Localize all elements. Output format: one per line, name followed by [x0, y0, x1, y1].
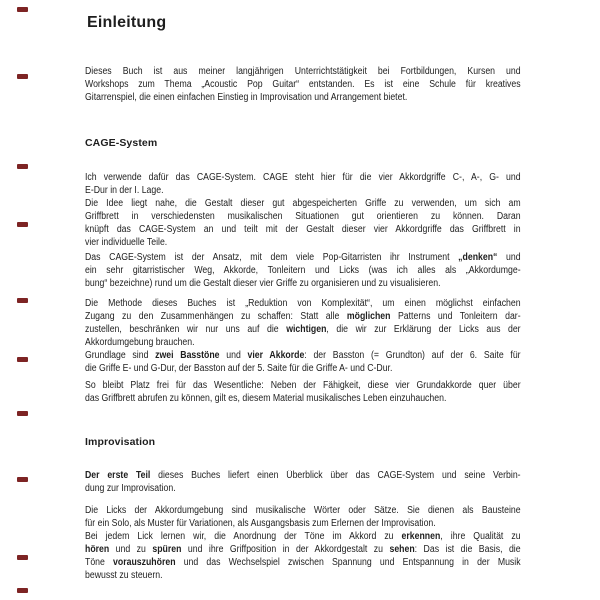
scan-edge-mark — [17, 74, 28, 79]
text: Töne — [85, 557, 114, 568]
paragraph-cage-approach — [85, 251, 521, 290]
section-heading-cage-system: CAGE-System — [85, 137, 158, 149]
paragraph-essentials — [85, 379, 521, 405]
text: Die Licks der Akkordumgebung sind musikalische Wörter oder Sätze. Sie dienen als Bausteine — [85, 505, 521, 516]
text-line — [85, 482, 521, 495]
paragraph-intro — [85, 65, 521, 104]
text: Ich verwende dafür das CAGE-System. CAGE steht hier für die vier Akkordgriffe C-, A-, G- und — [85, 172, 521, 183]
text: Akkordumgebung brauchen. — [85, 337, 195, 348]
text-line — [85, 530, 521, 543]
text: Dieses Buch ist aus meiner langjährigen Unterrichtstätigkeit bei Fortbildungen, Kursen und — [85, 66, 521, 77]
text: bewusst zu steuern. — [85, 570, 163, 581]
bold-text: hören — [85, 544, 110, 555]
bold-text: vier Akkorde — [247, 350, 305, 361]
scan-edge-mark — [17, 7, 28, 12]
text: dieses Buches liefert einen Überblick über das CAGE-System und seine Verbin- — [150, 470, 521, 481]
text: Das CAGE-System ist der Ansatz, mit dem viele Pop-Gitarristen ihr Instrument — [85, 252, 459, 263]
paragraph-licks — [85, 504, 521, 582]
text-line — [85, 556, 521, 569]
text-line — [85, 392, 521, 405]
text-line — [85, 349, 521, 362]
text-line — [85, 197, 521, 210]
text: dung zur Improvisation. — [85, 483, 176, 494]
text-line — [85, 264, 521, 277]
text-line — [85, 236, 521, 249]
text-line — [85, 65, 521, 78]
bold-text: zwei Basstöne — [155, 350, 220, 361]
text: vier individuelle Teile. — [85, 237, 168, 248]
scan-edge-mark — [17, 164, 28, 169]
bold-text: „denken“ — [458, 252, 498, 263]
bold-text: vorauszuhören — [113, 557, 176, 568]
scan-edge-mark — [17, 411, 28, 416]
text-line — [85, 277, 521, 290]
bold-text: spüren — [152, 544, 182, 555]
paragraph-first-part — [85, 469, 521, 495]
text-line — [85, 379, 521, 392]
text: und ihre Griffposition in der Akkordgestalt zu — [181, 544, 390, 555]
text-line — [85, 362, 521, 375]
text: : der Basston (= Grundton) auf der 6. Saite für — [304, 350, 521, 361]
text-line — [85, 171, 521, 184]
text: Zugang zu den Zusammenhängen zu schaffen: Statt alle — [85, 311, 347, 322]
scan-edge-mark — [17, 477, 28, 482]
text: zustellen, beschränken wir nur uns auf die — [85, 324, 287, 335]
text: Die Idee liegt nahe, die Gestalt dieser gut abgespeicherten Griffe zu verwenden, um sich am — [85, 198, 521, 209]
text: Workshops zum Thema „Acoustic Pop Guitar“ entstanden. Es ist eine Schule für kreatives — [85, 79, 521, 90]
text-line — [85, 78, 521, 91]
text: ein sehr gitarristischer Weg, Akkorde, Tonleitern und Licks (was ich alles als „Akkordumge- — [85, 265, 521, 276]
text: für ein Solo, als Muster für Variationen, als Ausgangsbasis zum Erlernen der Improvisation. — [85, 518, 436, 529]
text: und — [219, 350, 248, 361]
scan-edge-mark — [17, 588, 28, 593]
text-line — [85, 336, 521, 349]
text: bung“ bezeichne) rund um die Gestalt dieser vier Griffe zu organisieren und zu visualisieren. — [85, 278, 441, 289]
text-line — [85, 504, 521, 517]
bold-text: erkennen — [401, 531, 441, 542]
text: So bleibt Platz frei für das Wesentliche: Neben der Fähigkeit, diese vier Grundakkorde quer über — [85, 380, 521, 391]
text-line — [85, 91, 521, 104]
text-line — [85, 569, 521, 582]
text: und — [497, 252, 521, 263]
text-line — [85, 251, 521, 264]
text-line — [85, 310, 521, 323]
paragraph-method — [85, 297, 521, 375]
text: Die Methode dieses Buches ist „Reduktion von Komplexität“, um einen möglichst einfachen — [85, 298, 521, 309]
text: Gitarrenspiel, die einen einfachen Einstieg in Improvisation und Arrangement bietet. — [85, 92, 408, 103]
text-line — [85, 184, 521, 197]
paragraph-cage-overview — [85, 171, 521, 249]
text-line — [85, 517, 521, 530]
text-line — [85, 469, 521, 482]
text: , ihre Qualität zu — [440, 531, 521, 542]
text-line — [85, 323, 521, 336]
text: Grundlage sind — [85, 350, 156, 361]
text: Patterns und Tonleitern dar- — [390, 311, 521, 322]
scan-edge-mark — [17, 222, 28, 227]
text: , die wir zur Erklärung der Licks aus der — [326, 324, 521, 335]
bold-text: sehen — [389, 544, 415, 555]
scan-edge-mark — [17, 555, 28, 560]
text: und zu — [109, 544, 153, 555]
scan-edge-mark — [17, 298, 28, 303]
text: das Griffbrett abrufen zu können, gilt es, diesem Material musikalisches Leben einzuhauchen. — [85, 393, 447, 404]
section-heading-improvisation: Improvisation — [85, 436, 156, 448]
text: E-Dur in der I. Lage. — [85, 185, 164, 196]
bold-text: Der erste Teil — [85, 470, 151, 481]
bold-text: möglichen — [346, 311, 391, 322]
text-line — [85, 210, 521, 223]
page-title: Einleitung — [87, 14, 167, 31]
bold-text: wichtigen — [286, 324, 327, 335]
text-line — [85, 223, 521, 236]
text: die Griffe E- und G-Dur, der Basston auf der 5. Saite für die Griffe A- und C-Dur. — [85, 363, 393, 374]
text: und das Wechselspiel zwischen Spannung und Entspannung in der Musik — [175, 557, 521, 568]
text-line — [85, 297, 521, 310]
text: Griffbrett in verschiedensten musikalischen Situationen gut orientieren zu können. Daran — [85, 211, 521, 222]
text: Bei jedem Lick lernen wir, die Anordnung der Töne im Akkord zu — [85, 531, 402, 542]
scan-edge-mark — [17, 357, 28, 362]
text: knüpft das CAGE-System an und teilt mit der Gestalt dieser vier Akkordgriffe das Griffbrett in — [85, 224, 521, 235]
text-line — [85, 543, 521, 556]
text: : Das ist die Basis, die — [414, 544, 521, 555]
